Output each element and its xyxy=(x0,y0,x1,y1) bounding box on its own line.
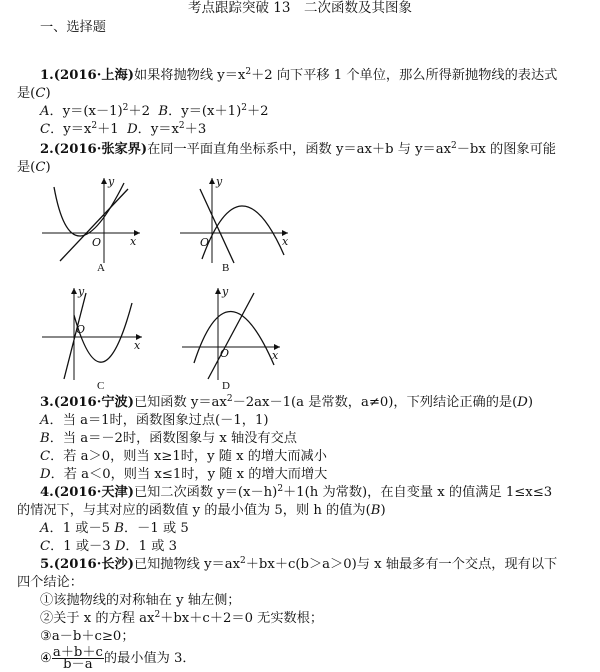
question-5-stem: 5.(2016·长沙)已知抛物线 $y=ax^2+bx+c(b>a>0)$与 x 轴最多有一个交点，现有以下 xyxy=(40,556,558,572)
question-1-stem: 1.(2016·上海)如果将抛物线 $y=x^2+2$ 向下平移 1 个单位，那么所得新抛物线的表达式 xyxy=(40,67,558,83)
conclusion-2: ②关于 x 的方程 $ax^2+bx+c+2=0$ 无实数根； xyxy=(40,610,324,626)
question-3-option-a: A．当 a＝1时，函数图象过点(－1，1) xyxy=(40,413,269,428)
question-2-answer-line: 是(C) xyxy=(17,160,51,175)
question-1-options-cd: C．$y=x^2+1$ D．$y=x^2+3$ xyxy=(40,121,207,137)
answer: D xyxy=(517,395,528,410)
origin-label: O xyxy=(92,236,102,249)
svg-text:y: y xyxy=(216,175,223,188)
graph-label-d: D xyxy=(222,380,230,392)
question-3-stem: 3.(2016·宁波)已知函数 $y=ax^2-2ax-1(a$ 是常数，a≠0)，下列结论正确的是(D) xyxy=(40,394,533,410)
question-5-stem-line-2: 四个结论： xyxy=(17,575,83,590)
page-title: 考点跟踪突破 13 二次函数及其图象 xyxy=(188,0,412,16)
question-4-stem: 4.(2016·天津)已知二次函数 $y=(x-h)^2+1(h$ 为常数)，在自变量 x 的值满足 1≤x≤3 xyxy=(40,484,553,500)
question-3-option-b: B．当 a＝－2时，函数图象与 x 轴没有交点 xyxy=(40,431,297,446)
graph-a xyxy=(40,175,150,265)
answer: B xyxy=(370,503,381,518)
svg-text:O: O xyxy=(76,323,86,336)
conclusion-4: ④ $\frac{a+b+c}{b-a}$ 的最小值为 3． xyxy=(40,645,196,672)
question-2-stem: 2.(2016·张家界)在同一平面直角坐标系中，函数 y＝ax＋b 与 $y=ax^2-bx$ 的图象可能 xyxy=(40,141,556,157)
y-axis-label: y xyxy=(108,175,115,188)
x-axis-label: x xyxy=(130,235,137,248)
question-4-answer-line: 的情况下，与其对应的函数值 y 的最小值为 5，则 h 的值为(B) xyxy=(17,503,386,518)
graph-c xyxy=(40,285,150,385)
svg-text:y: y xyxy=(78,285,85,298)
conclusion-3: ③a－b＋c≥0； xyxy=(40,629,135,644)
svg-text:x: x xyxy=(272,349,279,362)
graph-label-c: C xyxy=(97,380,105,392)
conclusion-1: ①该抛物线的对称轴在 y 轴左侧； xyxy=(40,593,241,608)
question-3-option-d: D．若 a＜0，则当 x≤1时，y 随 x 的增大而增大 xyxy=(40,467,328,482)
question-4-options-cd: C．1 或－3 D．1 或 3 xyxy=(40,539,177,554)
question-3-option-c: C．若 a＞0，则当 x≥1时，y 随 x 的增大而减小 xyxy=(40,449,327,464)
graph-d xyxy=(180,285,290,385)
svg-text:O: O xyxy=(200,236,210,249)
svg-text:y: y xyxy=(222,285,229,298)
question-4-options-ab: A．1 或－5 B．－1 或 5 xyxy=(40,521,189,536)
answer: C xyxy=(35,86,46,101)
answer: C xyxy=(35,160,46,175)
graph-label-a: A xyxy=(97,262,105,274)
svg-text:O: O xyxy=(220,347,230,360)
question-1-options-ab: A．$y=(x-1)^2+2$ B．$y=(x+1)^2+2$ xyxy=(40,103,269,119)
question-1-answer-line: 是(C) xyxy=(17,86,51,101)
graph-b xyxy=(178,175,298,265)
graph-label-b: B xyxy=(222,262,230,274)
svg-text:x: x xyxy=(134,339,141,352)
svg-text:x: x xyxy=(282,235,289,248)
fraction: $\frac{a+b+c}{b-a}$ xyxy=(52,645,103,672)
section-heading: 一、选择题 xyxy=(40,20,106,35)
